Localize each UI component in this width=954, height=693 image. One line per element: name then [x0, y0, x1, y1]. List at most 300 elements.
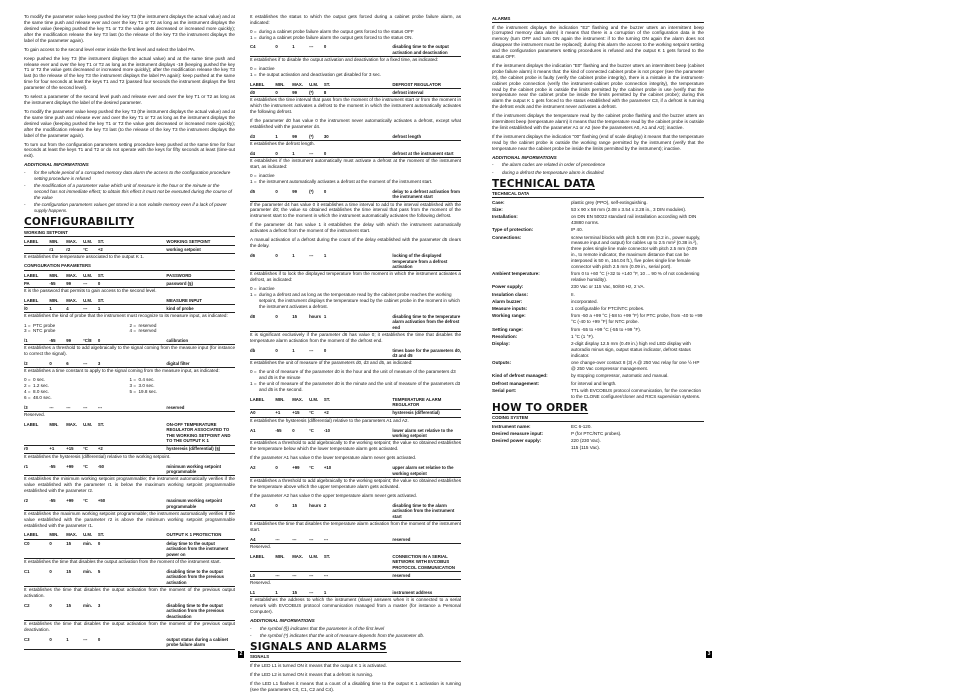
- paragraph: Keep pushed the key T3 (the instrument displays the actual value) and at the same time push and release ever and over the key T1 or T2 as long as the instrument displays -19 (keeping pushed the key T1 or T2 the value gets decreased or increased more quickly); after the modification release the key T3 last (to the release of the key T3 the instrument displays the label PA again): keep pushed at the same time for four seconds at least the keys T1 and T2 (passed four seconds the instrument displays the first parameter of the second level).: [24, 55, 235, 90]
- table-cell: 1: [323, 313, 327, 319]
- table-cell: A4: [250, 536, 256, 542]
- table-cell: LABEL: [24, 532, 39, 538]
- table-cell: 0: [49, 636, 52, 642]
- param-row: [250, 464, 461, 478]
- table-header: [250, 81, 461, 89]
- table-cell: 1: [49, 306, 52, 312]
- list-key: 6 =: [24, 395, 31, 401]
- spec-value: by stopping compressor, automatic and manual.: [571, 373, 669, 379]
- section-title-how-to-order: HOW TO ORDER: [492, 401, 589, 414]
- table-cell: 1: [323, 253, 327, 259]
- note-text: the symbol (§) indicates that the parameter is of the first level: [260, 625, 385, 631]
- table-header: [24, 297, 235, 305]
- table-cell: 0: [49, 540, 52, 546]
- table-cell: +99: [292, 465, 300, 471]
- spec-key: Desired power supply:: [492, 438, 542, 444]
- table-cell: 0: [49, 602, 52, 608]
- table-cell: disabling time to the temperature alarm activation from the defrost end: [392, 313, 461, 330]
- column-middle: [250, 14, 461, 693]
- column-right: [492, 14, 704, 514]
- param-description: It establishes if to disable the output activation and deactivation for a fixed time, as indicated:: [250, 57, 439, 63]
- table-cell: 0: [97, 540, 101, 546]
- paragraph: If the instrument displays the temperature read by the cabinet probe flashing and the buzzer utters an intermittent beep (temperature alarm) it means that the temperature read by the cabinet probe is outside the limit established with the parameter A1 or A2 (see the parameters A0, A1 and A2); inactive.: [492, 113, 704, 130]
- table-cell: ---: [323, 572, 329, 578]
- param-description: It establishes the defrost length.: [250, 141, 315, 147]
- table-cell: (*): [309, 188, 314, 194]
- table-cell: instrument address: [392, 590, 433, 596]
- table-cell: OUTPUT K 1 PROTECTION: [166, 532, 222, 538]
- param-row: [250, 44, 461, 58]
- table-cell: 0: [323, 44, 327, 50]
- spec-value: from -55 to +99 °C (-55 to +99 °F).: [571, 326, 642, 332]
- table-cell: 0: [97, 338, 101, 344]
- table-cell: °C/8: [83, 338, 92, 344]
- table-cell: ---: [83, 361, 88, 367]
- table-cell: LABEL: [24, 298, 39, 304]
- note-text: during a defrost the temperature alarm is disabled.: [502, 169, 605, 175]
- table-cell: °C: [309, 427, 314, 433]
- param-description: It establishes the time that disables the temperature alarm activation from the moment of the instrument start.: [250, 521, 461, 532]
- param-row: [24, 636, 235, 650]
- table-cell: 0: [275, 465, 278, 471]
- spec-row: [492, 381, 704, 387]
- table-cell: 99: [66, 280, 71, 286]
- table-cell: +2: [323, 410, 329, 416]
- param-description: It establishes the hysteresis (differential) relative to the parameters A1 and A2.: [250, 417, 409, 423]
- spec-key: [492, 445, 571, 451]
- table-cell: LABEL: [24, 238, 39, 244]
- spec-value: 2-digit display 12.5 mm (0.49 in.) high red LED display with autoradio minus sign, output status indicator, defrost status indicator.: [571, 341, 691, 358]
- spec-key: Resolution:: [492, 333, 518, 339]
- list-key: 5 =: [129, 389, 137, 395]
- table-cell: A0: [250, 410, 256, 416]
- spec-value: 115 (115 Vac).: [571, 445, 601, 451]
- table-cell: +1: [275, 410, 281, 416]
- paragraph: If the instrument displays the indication "E2" flashing and the buzzer utters an intermittent beep (corrupted memory data alarm) it means that there is a corruption of the configuration data in the memory (turn OFF and turn ON again the instrument: if to the turning ON again the alarm does not disappear the instrument must be replaced); during this alarm the access to the working setpoint setting and the configuration parameters setting procedures is refused and the output K 1 gets forced to the status OFF.: [492, 24, 704, 59]
- list-value: PTC probe: [33, 322, 56, 328]
- spec-row: [492, 207, 704, 213]
- table-header: [24, 272, 235, 280]
- spec-row: [492, 424, 704, 430]
- table-cell: 15: [292, 590, 297, 596]
- paragraph: If the parameter A2 has value 0 the upper temperature alarm never gets activated.: [250, 492, 418, 498]
- list-key: 2 =: [129, 322, 137, 328]
- note-item: [492, 170, 704, 176]
- param-row: [24, 280, 235, 288]
- spec-key: Instrument name:: [492, 423, 531, 429]
- table-cell: ---: [309, 150, 314, 156]
- table-cell: disabling time to the output activation and deactivation: [392, 44, 449, 55]
- param-description: It establishes the time that disables the output activation from the moment of the instrument start.: [24, 558, 221, 564]
- table-cell: r2: [66, 247, 71, 253]
- table-cell: C0: [24, 540, 30, 546]
- table-cell: -55: [49, 463, 56, 469]
- list-key: 0 =: [250, 173, 257, 179]
- param-row: [250, 536, 461, 544]
- table-cell: lower alarm set relative to the working setpoint: [392, 427, 453, 439]
- table-cell: 99: [292, 133, 297, 139]
- technical-data-list: [492, 200, 704, 400]
- table-cell: +99: [66, 463, 74, 469]
- technical-data-title: TECHNICAL DATA: [492, 191, 704, 198]
- table-cell: 0: [275, 502, 278, 508]
- param-description: It establishes the address to which the instrument (slave) answers when it is connected to a serial network with EVCOBUS protocol communication managed from a master (for instance a Personal Computer).: [250, 597, 461, 615]
- spec-row: [492, 306, 704, 312]
- list-item: [250, 35, 461, 41]
- list-value: NTC probe: [33, 328, 56, 334]
- table-cell: +15: [66, 446, 74, 452]
- intro-text: [24, 14, 235, 159]
- table-cell: C1: [24, 568, 30, 574]
- table-cell: 4: [66, 306, 69, 312]
- table-cell: 0: [292, 427, 295, 433]
- table-cell: CONNECTION IN A SERIAL NETWORK WITH EVCOBUS PROTOCOL COMMUNICATION: [392, 553, 455, 570]
- table-cell: ST.: [323, 81, 331, 87]
- table-cell: -55: [275, 427, 282, 433]
- param-row: [24, 497, 235, 511]
- column-left: [24, 14, 235, 664]
- table-cell: +1: [49, 446, 55, 452]
- param-row: [24, 540, 235, 559]
- table-cell: U.M.: [83, 532, 93, 538]
- spec-row: [492, 313, 704, 325]
- list-item: [250, 369, 461, 381]
- table-cell: 30: [323, 133, 329, 139]
- table-cell: MEASURE INPUT: [166, 298, 202, 304]
- section-title-signals-alarms: SIGNALS AND ALARMS: [250, 640, 387, 653]
- list-value: the output activation and deactivation get disabled for 3 sec.: [259, 72, 382, 78]
- working-setpoint-title: WORKING SETPOINT: [24, 230, 235, 237]
- table-cell: ST.: [323, 553, 331, 559]
- signals-text: [250, 663, 461, 693]
- table-cell: 1: [292, 150, 295, 156]
- table-header: [24, 238, 235, 246]
- param-row: [250, 150, 461, 158]
- param-description: It establishes the kind of probe that the instrument must recognize to its measure input, as indicated:: [24, 313, 228, 319]
- table-cell: LABEL: [250, 396, 265, 402]
- list-value: 0.4 sec.: [138, 377, 155, 383]
- table-cell: ---: [275, 572, 280, 578]
- table-cell: DEFROST REGULATOR: [392, 81, 441, 87]
- table-cell: C4: [250, 44, 256, 50]
- page-number: 2: [239, 651, 243, 657]
- table-cell: disabling time to the alarm activation from the instrument start: [392, 502, 455, 519]
- spec-row: [492, 227, 704, 233]
- table-cell: output status during a cabinet probe failure alarm: [166, 636, 229, 648]
- table-cell: ST.: [97, 272, 105, 278]
- list-value: 0 sec.: [33, 377, 46, 383]
- additional-info-title: ADDITIONAL INFORMATIONS: [250, 618, 315, 624]
- param-row: [250, 252, 461, 271]
- table-cell: ST.: [323, 396, 331, 402]
- spec-row: [492, 431, 704, 437]
- table-cell: digital filter: [166, 361, 190, 367]
- table-cell: ST.: [97, 238, 105, 244]
- table-cell: 1: [275, 133, 278, 139]
- spec-row: [492, 284, 704, 290]
- table-cell: -10: [323, 427, 331, 433]
- list-item: [250, 381, 461, 393]
- table-cell: U.M.: [83, 421, 93, 427]
- table-cell: A2: [250, 465, 256, 471]
- paragraph: If the instrument displays the indication "E0" flashing and the buzzer utters an intermittent beep (cabinet probe failure alarm) it means that: the kind of connected cabinet probe is not proper (see the parameter /0), the cabinet probe is faulty (verify the cabinet probe integrity), there is a mistake in the instrument-cabinet probe connection (verify the instrument-cabinet probe connection integrity), the temperature read by the cabinet probe is outside the limits permitted by the cabinet probe in use (verify that the temperature near the cabinet probe be inside the limits permitted by the cabinet probe); during this alarm the output K 1 gets forced to the status established with the parameter C3, if a defrost is running the defrost ends and the instrument never activates a defrost.: [492, 63, 704, 110]
- table-cell: LABEL: [24, 421, 39, 427]
- table-cell: 0: [49, 361, 52, 367]
- table-cell: min.: [83, 540, 92, 546]
- paragraph: To modify the parameter value keep pushed the key T3 (the instrument displays the actual value) and at the same time push and release ever and over the key T1 or T2 as long as the instrument displays the desired value (keeping pushed the key T1 or T2 the value gets decreased or increased more quickly); after the modification release the key T3 last (to the release of the key T3 the instrument displays the label of the parameter again).: [24, 14, 235, 43]
- paragraph: It establishes a threshold to add algebraically to the working setpoint; the value so obtained establishes the temperature below which the lower temperature alarm gets activated.: [250, 440, 461, 452]
- table-cell: defrost length: [392, 133, 422, 139]
- param-row: [250, 427, 461, 441]
- table-cell: d3: [250, 133, 256, 139]
- table-cell: 0: [323, 150, 327, 156]
- list-value: during a defrost and as long as the temperature read by the cabinet probe reaches the working setpoint, the instrument displays the temperature read by the cabinet probe in the moment in which the instrument activates a defrost.: [259, 292, 460, 309]
- table-cell: 1: [275, 590, 278, 596]
- spec-value: IP 40.: [571, 227, 583, 233]
- spec-key: Outputs:: [492, 360, 512, 366]
- table-cell: min.: [83, 602, 92, 608]
- paragraph: It establishes a threshold to add algebraically to the working setpoint; the value so obtained establishes the temperature above which the upper temperature alarm gets activated.: [250, 477, 461, 489]
- list-key: 0 =: [250, 66, 257, 72]
- table-cell: (*): [309, 89, 314, 95]
- table-cell: U.M.: [83, 238, 93, 244]
- spec-row: [492, 334, 704, 340]
- param-description: [250, 440, 461, 461]
- list-key: 1 =: [250, 292, 257, 298]
- table-cell: hysteresis (differential) (§): [166, 446, 221, 452]
- spec-value: plastic grey (PPO), self-extinguishing.: [571, 199, 648, 205]
- table-cell: 8: [323, 89, 327, 95]
- spec-key: Installation:: [492, 214, 518, 220]
- table-cell: °C: [309, 465, 314, 471]
- param-row: [250, 313, 461, 332]
- spec-value: EC 6-120.: [571, 423, 592, 429]
- option-list: [24, 323, 235, 335]
- spec-value: 220 (230 Vac).: [571, 438, 601, 444]
- option-list: [24, 377, 235, 401]
- table-cell: min.: [83, 568, 92, 574]
- spec-value: screw terminal blocks with pitch 5.08 mm (0.2 in., power supply, measure input and output) for cables up to 2.5 mm² (0.38 in.²), three poles single line male connector with pitch 2.5 mm (0.09 in., to remote indicator, the maximum distance that can be interposed is 50 m, 164.04 ft.), five poles single line female connector with pitch 2.5 mm (0.09 in., serial port).: [571, 234, 701, 269]
- table-cell: kind of probe: [166, 306, 194, 312]
- spec-key: Desired measure input:: [492, 430, 544, 436]
- table-cell: working setpoint: [166, 247, 201, 253]
- table-cell: (*): [309, 133, 314, 139]
- spec-row: [492, 373, 704, 379]
- spec-row: [492, 438, 704, 444]
- spec-value: TTL with EVCOBUS protocol communication, for the connection to the CLONE configurer/cloner and RICS supervision systems.: [571, 387, 702, 399]
- table-cell: /1: [24, 338, 28, 344]
- additional-notes: [250, 626, 461, 639]
- table-cell: locking of the displayed temperature from a defrost activation: [392, 253, 448, 270]
- table-cell: +10: [323, 465, 332, 471]
- param-description: [250, 97, 461, 130]
- spec-key: Display:: [492, 341, 510, 347]
- list-key: 0 =: [250, 286, 257, 292]
- table-cell: U.M.: [309, 553, 319, 559]
- note-text: the alarm codes are related in order of precedence: [502, 162, 606, 168]
- table-cell: °C: [83, 498, 88, 504]
- table-cell: MAX.: [66, 421, 77, 427]
- list-value: 1.2 sec.: [33, 383, 50, 389]
- list-key: 2 =: [24, 383, 31, 389]
- param-description: Reserved.: [24, 412, 45, 418]
- spec-value: II.: [571, 291, 575, 297]
- table-cell: ---: [292, 536, 297, 542]
- table-cell: MIN.: [275, 396, 285, 402]
- list-value: 48.0 sec.: [33, 395, 52, 401]
- spec-row: [492, 200, 704, 206]
- table-cell: 99: [292, 188, 297, 194]
- table-cell: ---: [309, 572, 314, 578]
- list-value: the instrument automatically activates a defrost at the moment of the instrument start.: [259, 179, 433, 185]
- spec-row: [492, 292, 704, 298]
- table-cell: /3: [24, 404, 28, 410]
- paragraph: If the LED L1 flashes it means that a count of a disabling time to the output K 1 activation is running (see the parameters C0, C1, C2 and C4).: [250, 681, 461, 693]
- table-cell: -50: [97, 463, 105, 469]
- list-key: 1 =: [24, 322, 31, 328]
- spec-key: Insulation class:: [492, 291, 528, 297]
- table-cell: ---: [83, 636, 88, 642]
- table-cell: ST.: [97, 532, 105, 538]
- table-cell: +2: [97, 446, 103, 452]
- list-item: [250, 179, 461, 185]
- table-cell: delay to a defrost activation from the instrument start: [392, 188, 460, 200]
- table-cell: -55: [49, 498, 56, 504]
- paragraph: A manual activation of a defrost during the count of the delay established with the parameter d5 clears the delay.: [250, 237, 461, 249]
- list-value: inactive: [259, 286, 275, 292]
- table-cell: 15: [66, 540, 71, 546]
- table-cell: 1: [323, 590, 327, 596]
- param-row: [24, 404, 235, 412]
- spec-row: [492, 235, 704, 270]
- table-cell: +2: [97, 247, 103, 253]
- spec-key: Ambient temperature:: [492, 271, 540, 277]
- table-cell: MIN.: [49, 238, 59, 244]
- list-key: 1 =: [129, 377, 137, 383]
- table-cell: PASSWORD: [166, 272, 192, 278]
- table-cell: ---: [309, 44, 314, 50]
- table-cell: C2: [24, 602, 30, 608]
- table-cell: ---: [83, 404, 88, 410]
- param-description: It establishes a time constant to apply to the signal coming from the measure input, as indicated:: [24, 368, 220, 374]
- spec-key: Measure inputs:: [492, 306, 528, 312]
- list-value: during a cabinet probe failure alarm the output gets forced to the status OFF: [259, 28, 414, 34]
- option-list: [250, 286, 461, 310]
- table-cell: WORKING SETPOINT: [166, 238, 211, 244]
- param-description: It is significant exclusively if the parameter d6 has value 0; it establishes the time that disables the temperature alarm activation from the moment of the defrost end.: [250, 331, 461, 343]
- note-dash: -: [250, 625, 252, 631]
- paragraph: To select a parameter of the second level push and release ever and over the key T1 or T2 as long as the instrument displays the label of the desired parameter.: [24, 94, 235, 105]
- option-list: [250, 66, 461, 78]
- note-item: [250, 633, 461, 639]
- table-cell: 99: [292, 89, 297, 95]
- param-description: Reserved.: [250, 580, 271, 586]
- param-description: It establishes the maximum working setpoint programmable; the instrument automatically verifies if the value established with the parameter r2 is above the minimum working setpoint programmable established with the parameter r1.: [24, 510, 235, 528]
- table-cell: 3: [97, 361, 101, 367]
- table-cell: LABEL: [24, 272, 39, 278]
- param-row: [24, 305, 235, 313]
- table-cell: 0: [49, 568, 52, 574]
- spec-value: 53 x 90 x 58 mm (2.08 x 3.54 x 2.28 in., 3 DIN modules).: [571, 206, 687, 212]
- list-item: [24, 395, 130, 401]
- param-description: It establishes the minimum working setpoint programmable; the instrument automatically verifies if the value established with the parameter r1 is below the maximum working setpoint programmable established with the parameter r2.: [24, 476, 235, 494]
- additional-info-title: ADDITIONAL INFORMATIONS: [492, 154, 557, 160]
- param-row: [24, 246, 235, 254]
- list-value: 3.0 sec.: [138, 383, 155, 389]
- table-cell: MIN.: [275, 553, 285, 559]
- list-value: inactive: [259, 173, 275, 179]
- table-cell: d0: [250, 89, 256, 95]
- table-cell: 0: [275, 89, 278, 95]
- list-value: reserved: [138, 322, 157, 328]
- spec-value: incorporated.: [571, 298, 598, 304]
- table-cell: 0: [97, 636, 101, 642]
- table-cell: d5: [250, 188, 256, 194]
- paragraph: If the parameter d4 has value 1 it establishes the delay with which the instrument automatically activates a defrost from the moment of the instrument start.: [250, 222, 461, 234]
- coding-system-title: CODING SYSTEM: [492, 415, 704, 422]
- table-cell: minimum working setpoint programmable: [166, 463, 222, 475]
- note-dash: -: [24, 202, 26, 208]
- spec-value: 230 Vac or 115 Vac, 50/60 Hz, 2 VA.: [571, 284, 645, 290]
- table-cell: r2: [24, 498, 29, 504]
- param-row: [250, 347, 461, 361]
- param-description: It establishes if to lock the displayed temperature from the moment in which the instrument activates a defrost, as indicated:: [250, 271, 461, 283]
- spec-value: 1 °C (1 °F).: [571, 333, 595, 339]
- table-cell: MIN.: [49, 532, 59, 538]
- paragraph: It establishes the time interval that pass from the moment of the instrument start or from the moment in which the instrument activates a defrost to the moment in which the instrument automatically activates the following defrost.: [250, 97, 461, 115]
- table-cell: 0: [275, 150, 278, 156]
- table-cell: times base for the parameters d0, d3 and d5: [392, 347, 461, 359]
- spec-key: Type of protection:: [492, 227, 534, 233]
- table-cell: db: [250, 347, 256, 353]
- table-header: [24, 421, 235, 446]
- table-cell: ---: [49, 404, 54, 410]
- spec-key: Size:: [492, 206, 503, 212]
- spec-value: from -50 a +99 °C (-58 to +99 °F) for PTC probe, from -40 to +99 °C (-40 to +99 °F) for NTC probe.: [571, 313, 703, 325]
- table-cell: ---: [309, 590, 314, 596]
- spec-value: one change-over contact 8 (3) A @ 250 Vac relay for one ½ HP @ 250 Vac compressor management.: [571, 360, 700, 371]
- note-item: [24, 170, 235, 182]
- param-description: It establishes a threshold to add algebraically to the signal coming from the measure input (for instance to correct the signal).: [24, 345, 235, 357]
- table-cell: U.M.: [309, 81, 319, 87]
- list-key: 1 =: [250, 34, 257, 40]
- table-cell: A3: [250, 502, 256, 508]
- alarms-title: ALARMS: [492, 16, 704, 23]
- param-row: [24, 360, 235, 368]
- additional-info-title: ADDITIONAL INFORMATIONS: [24, 162, 89, 168]
- param-description: It is the password that permits to gain access to the second level.: [24, 288, 157, 294]
- table-cell: °C: [83, 247, 88, 253]
- table-cell: disabling time to the output activation from the previous activation: [166, 568, 224, 585]
- table-cell: delay time to the output activation from the instrument power on: [166, 540, 229, 557]
- list-item: [24, 328, 130, 334]
- option-list: [250, 29, 461, 41]
- table-cell: reserved: [166, 404, 185, 410]
- param-row: [250, 410, 461, 418]
- table-cell: L0: [250, 572, 256, 578]
- table-cell: 1: [66, 636, 69, 642]
- list-value: inactive: [259, 66, 275, 72]
- table-cell: hours: [309, 313, 321, 319]
- param-row: [250, 133, 461, 141]
- table-cell: 15: [292, 313, 297, 319]
- table-cell: ---: [292, 572, 297, 578]
- note-dash: -: [24, 183, 26, 189]
- list-item: [250, 72, 461, 78]
- spec-row: [492, 445, 704, 451]
- spec-key: Power supply:: [492, 284, 524, 290]
- param-row: [24, 337, 235, 345]
